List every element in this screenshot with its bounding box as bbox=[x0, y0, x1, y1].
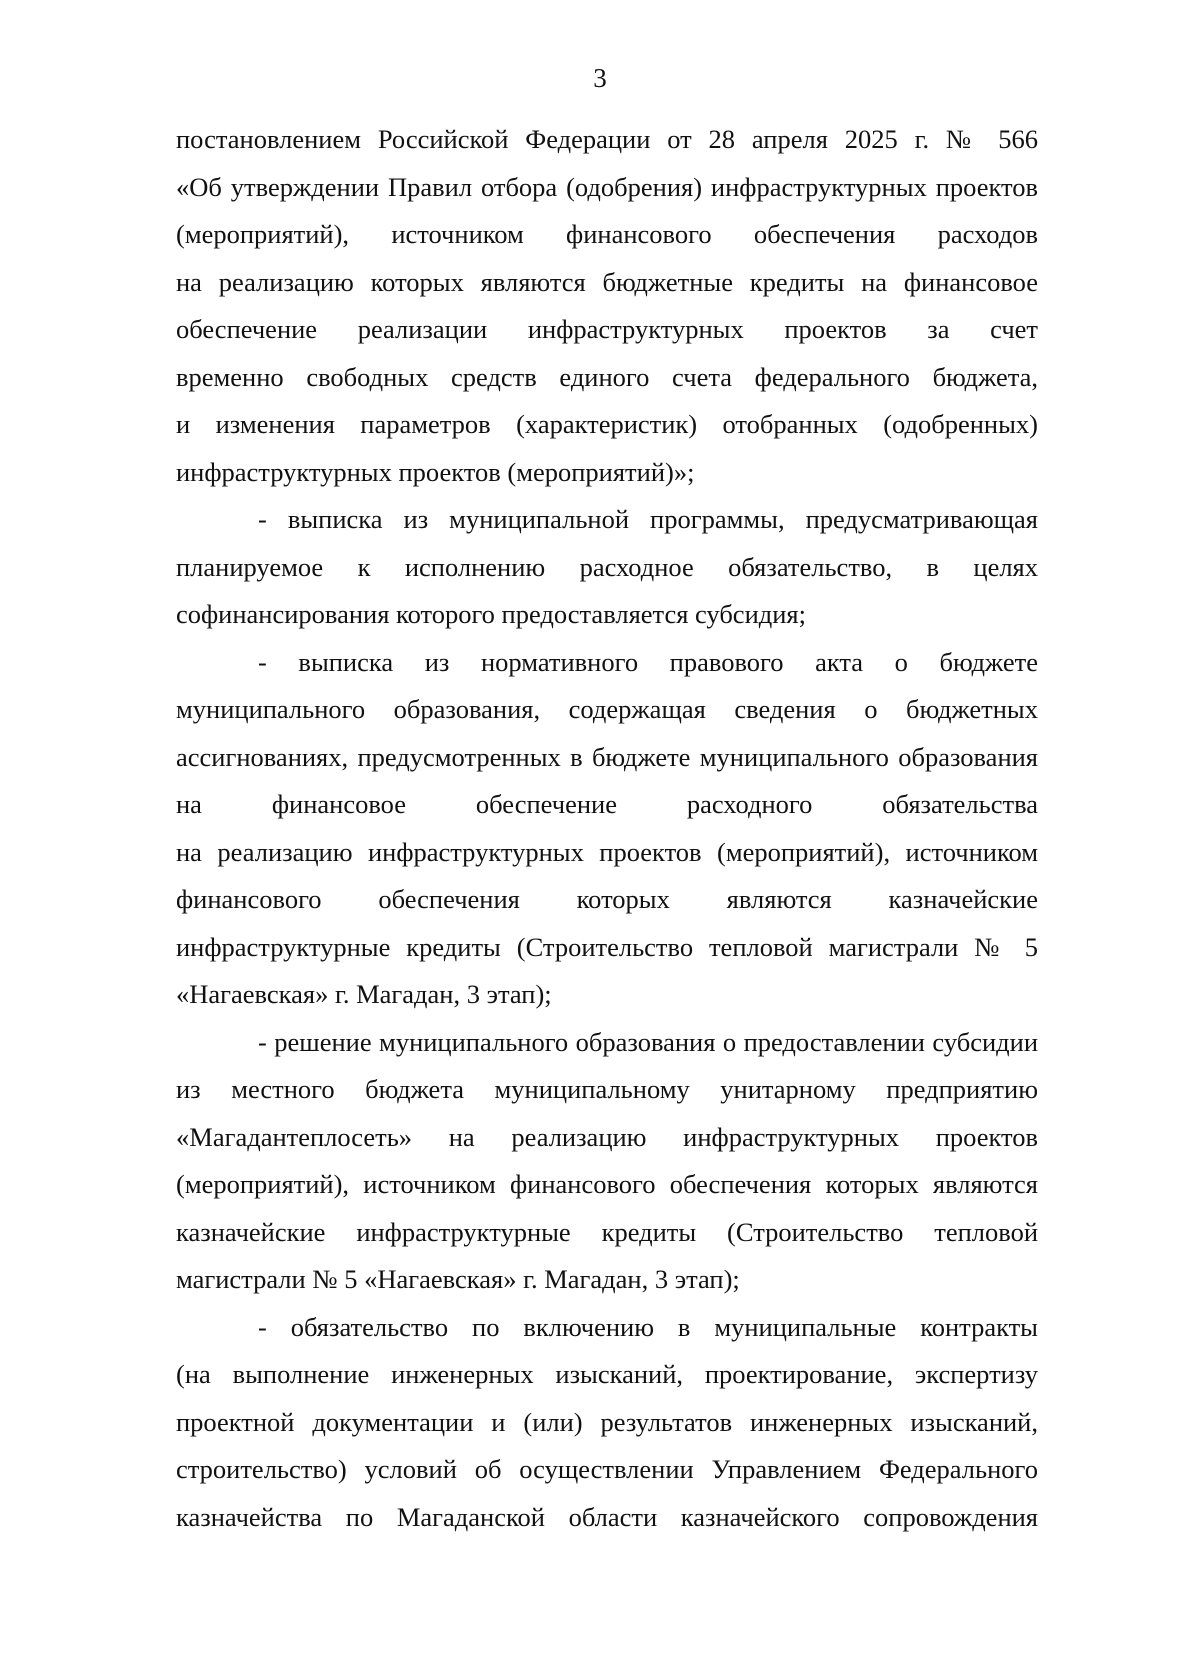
text-line: (на выполнение инженерных изысканий, проектирование, экспертизу bbox=[176, 1359, 1038, 1389]
text-line: строительство) условий об осуществлении Управлением Федерального bbox=[176, 1454, 1038, 1484]
text-line: «Об утверждении Правил отбора (одобрения) инфраструктурных проектов bbox=[176, 171, 1038, 202]
text-line: проектной документации и (или) результатов инженерных изысканий, bbox=[176, 1406, 1038, 1437]
text-line: и изменения параметров (характеристик) отобранных (одобренных) bbox=[176, 409, 1038, 439]
paragraph-first-line: - обязательство по включению в муниципальные контракты bbox=[258, 1311, 1038, 1342]
text-line: муниципального образования, содержащая сведения о бюджетных bbox=[176, 694, 1038, 724]
text-line: (мероприятий), источником финансового обеспечения расходов bbox=[176, 219, 1038, 249]
document-body bbox=[176, 116, 1038, 1541]
page-number: 3 bbox=[593, 63, 607, 93]
text-line: постановлением Российской Федерации от 28 апреля 2025 г. № 566 bbox=[176, 124, 1038, 154]
text-line: инфраструктурных проектов (мероприятий)»; bbox=[176, 456, 695, 487]
paragraph-first-line: - выписка из нормативного правового акта о бюджете bbox=[258, 646, 1038, 677]
text-line: софинансирования которого предоставляется субсидия; bbox=[176, 599, 806, 629]
paragraph-first-line: - решение муниципального образования о предоставлении субсидии bbox=[258, 1026, 1038, 1057]
text-line: казначейства по Магаданской области казначейского сопровождения bbox=[176, 1501, 1038, 1532]
text-line: из местного бюджета муниципальному унитарному предприятию bbox=[176, 1074, 1038, 1104]
text-line: финансового обеспечения которых являются казначейские bbox=[176, 884, 1038, 914]
text-line: ассигнованиях, предусмотренных в бюджете муниципального образования bbox=[176, 741, 1038, 772]
text-line: «Магадантеплосеть» на реализацию инфраструктурных проектов bbox=[176, 1121, 1038, 1152]
text-line: казначейские инфраструктурные кредиты (Строительство тепловой bbox=[176, 1216, 1038, 1247]
text-line: на финансовое обеспечение расходного обязательства bbox=[176, 789, 1038, 819]
text-line: временно свободных средств единого счета федерального бюджета, bbox=[176, 361, 1038, 392]
text-line: инфраструктурные кредиты (Строительство тепловой магистрали № 5 bbox=[176, 931, 1038, 962]
text-line: (мероприятий), источником финансового обеспечения которых являются bbox=[176, 1169, 1038, 1199]
text-line: «Нагаевская» г. Магадан, 3 этап); bbox=[176, 979, 552, 1009]
text-line: планируемое к исполнению расходное обязательство, в целях bbox=[176, 551, 1038, 582]
paragraph-first-line: - выписка из муниципальной программы, предусматривающая bbox=[258, 504, 1038, 534]
text-line: на реализацию инфраструктурных проектов (мероприятий), источником bbox=[176, 836, 1038, 867]
text-line: на реализацию которых являются бюджетные кредиты на финансовое bbox=[176, 266, 1038, 297]
text-line: обеспечение реализации инфраструктурных проектов за счет bbox=[176, 314, 1038, 344]
text-line: магистрали № 5 «Нагаевская» г. Магадан, 3 этап); bbox=[176, 1264, 740, 1294]
